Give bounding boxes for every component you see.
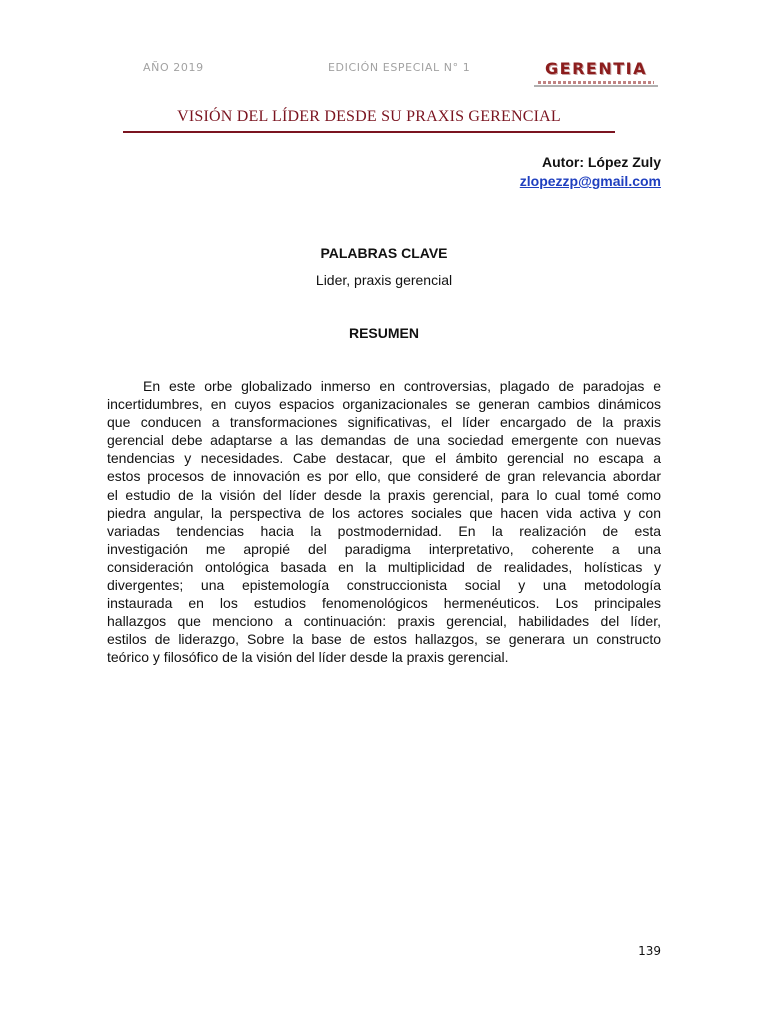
keywords-text: Lider, praxis gerencial: [315, 272, 453, 288]
summary-line: teórico y filosófico de la visión del líder desde la praxis gerencial.: [107, 649, 509, 666]
summary-line: divergentes; una epistemología construccionista social y una metodología: [107, 577, 661, 594]
author-name: Autor: López Zuly: [542, 154, 661, 170]
journal-logo: [534, 59, 658, 87]
summary-line: investigación me apropié del paradigma interpretativo, coherente a una: [107, 540, 661, 557]
author-email-link[interactable]: zlopezzp@gmail.com: [519, 173, 661, 189]
summary-line: instaurada en los estudios fenomenológicos hermenéuticos. Los principales: [107, 595, 661, 612]
page-number: 139: [638, 944, 661, 958]
summary-line: estos procesos de innovación es por ello, que consideré de gran relevancia abordar: [107, 468, 661, 485]
summary-line: gerencial debe adaptarse a las demandas de una sociedad emergente con nuevas: [107, 432, 661, 449]
summary-line: En este orbe globalizado inmerso en controversias, plagado de paradojas e: [143, 378, 661, 394]
summary-line: piedra angular, la perspectiva de los actores sociales que hacen vida activa y con: [107, 504, 661, 521]
summary-line: estilos de liderazgo, Sobre la base de estos hallazgos, se generara un constructo: [107, 631, 661, 648]
summary-line: el estudio de la visión del líder desde la praxis gerencial, para lo cual tomé como: [107, 486, 661, 503]
summary-line: variadas tendencias hacia la postmodernidad. En la realización de esta: [107, 522, 661, 539]
article-title: VISIÓN DEL LÍDER DESDE SU PRAXIS GERENCIAL: [177, 108, 561, 125]
summary-heading: RESUMEN: [348, 325, 419, 341]
summary-line: consideración ontológica basada en la multiplicidad de realidades, holísticas y: [107, 558, 661, 575]
summary-line: incertidumbres, en cuyos espacios organizacionales se generan cambios dinámicos: [107, 396, 661, 413]
summary-paragraph: [107, 377, 661, 667]
keywords-heading: PALABRAS CLAVE: [320, 245, 448, 261]
summary-line: que conducen a transformaciones significativas, el líder encargado de la praxis: [107, 414, 661, 431]
title-divider: [123, 131, 615, 133]
summary-line: hallazgos que menciono a continuación: praxis gerencial, habilidades del líder,: [107, 613, 661, 630]
logo-decoration: [538, 81, 654, 84]
header-year: AÑO 2019: [143, 61, 204, 74]
header-edition: EDICIÓN ESPECIAL N° 1: [328, 61, 471, 74]
logo-text: GERENTIA: [545, 59, 647, 78]
summary-line: tendencias y necesidades. Cabe destacar, que el ámbito gerencial no escapa a: [107, 450, 661, 467]
